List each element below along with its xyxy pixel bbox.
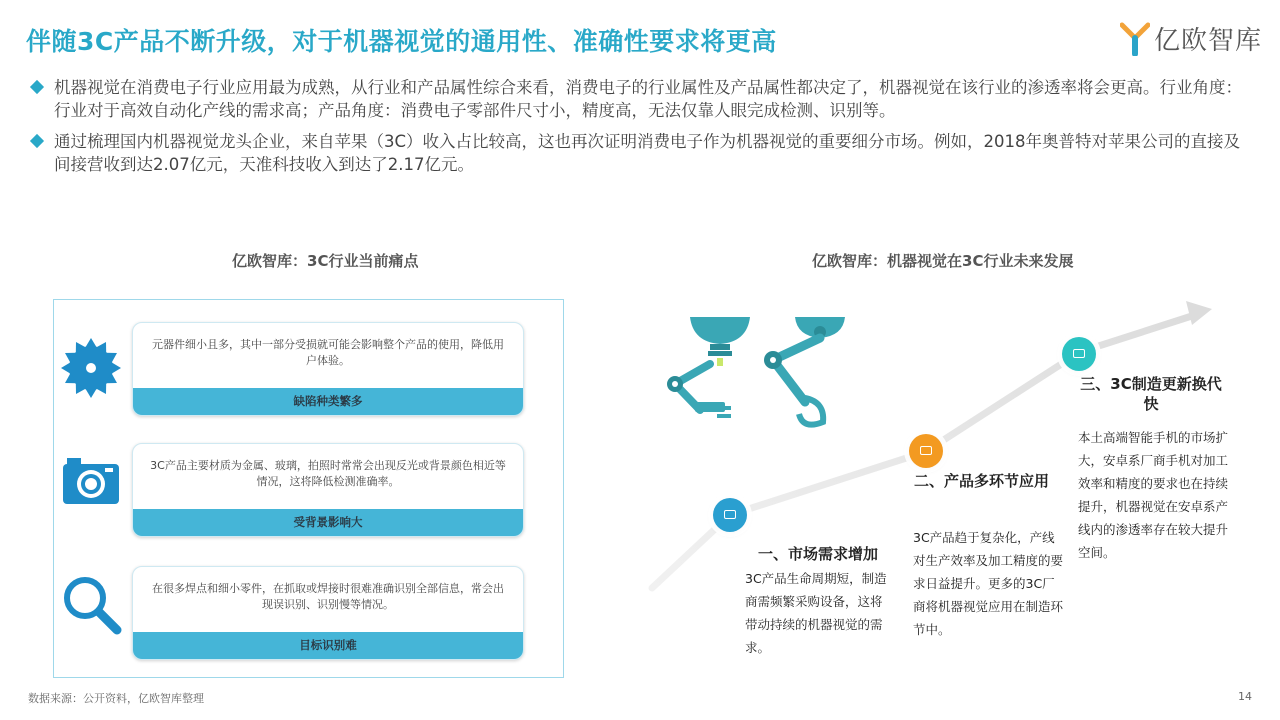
stage-title-2: 二、产品多环节应用 (914, 472, 1050, 490)
stage-title-1: 一、市场需求增加 (757, 545, 878, 563)
stage-text-3: 本土高端智能手机的市场扩大，安卓系厂商手机对加工效率和精度的要求也在持续提升，机器视觉在安卓系产线内的渗透率存在较大提升空间。 (1078, 430, 1229, 560)
logo-text: 亿欧智库 (1154, 26, 1263, 56)
card-label: 目标识别难 (133, 632, 523, 659)
right-section-title: 亿欧智库：机器视觉在3C行业未来发展 (812, 252, 1074, 270)
data-source: 数据来源：公开资料，亿欧智库整理 (28, 692, 204, 705)
left-section-title: 亿欧智库：3C行业当前痛点 (232, 252, 419, 270)
stage-text-2: 3C产品趋于复杂化，产线对生产效率及加工精度的要求日益提升。更多的3C厂商将机器视觉应用在制造环节中。 (913, 530, 1064, 637)
stage-node-3 (1062, 337, 1096, 371)
card-label: 缺陷种类繁多 (133, 388, 523, 415)
card-label: 受背景影响大 (133, 509, 523, 536)
stage-title-3: 三、3C制造更新换代快 (1080, 375, 1222, 413)
page-title: 伴随3C产品不断升级，对于机器视觉的通用性、准确性要求将更高 (26, 27, 777, 56)
stage-node-2 (909, 434, 943, 468)
bullet-text: 机器视觉在消费电子行业应用最为成熟，从行业和产品属性综合来看，消费电子的行业属性及产品属性都决定了，机器视觉在该行业的渗透率将会更高。行业角度：行业对于高效自动化产线的需求高；产品角度：消费电子零部件尺寸小，精度高，无法仅靠人眼完成检测、识别等。 (54, 78, 1242, 120)
card-text: 元器件细小且多，其中一部分受损就可能会影响整个产品的使用，降低用户体验。 (152, 338, 504, 367)
briefcase-icon (1073, 349, 1085, 358)
image-icon (724, 510, 736, 519)
bullet-text: 通过梳理国内机器视觉龙头企业，来自苹果（3C）收入占比较高，这也再次证明消费电子作为机器视觉的重要细分市场。例如，2018年奥普特对苹果公司的直接及间接营收到达2.07亿元，天准科技收入到达了2.17亿元。 (54, 132, 1241, 174)
robot-arms-icon (655, 302, 865, 436)
stage-node-1 (713, 498, 747, 532)
device-icon (920, 446, 932, 455)
card-text: 在很多焊点和细小零件，在抓取或焊接时很难准确识别全部信息，常会出现误识别、识别慢等情况。 (152, 582, 504, 611)
card-text: 3C产品主要材质为金属、玻璃，拍照时常常会出现反光或背景颜色相近等情况，这将降低检测准确率。 (150, 459, 506, 488)
stage-text-1: 3C产品生命周期短，制造商需频繁采购设备，这将带动持续的机器视觉的需求。 (745, 571, 887, 655)
page-number: 14 (1238, 690, 1252, 703)
